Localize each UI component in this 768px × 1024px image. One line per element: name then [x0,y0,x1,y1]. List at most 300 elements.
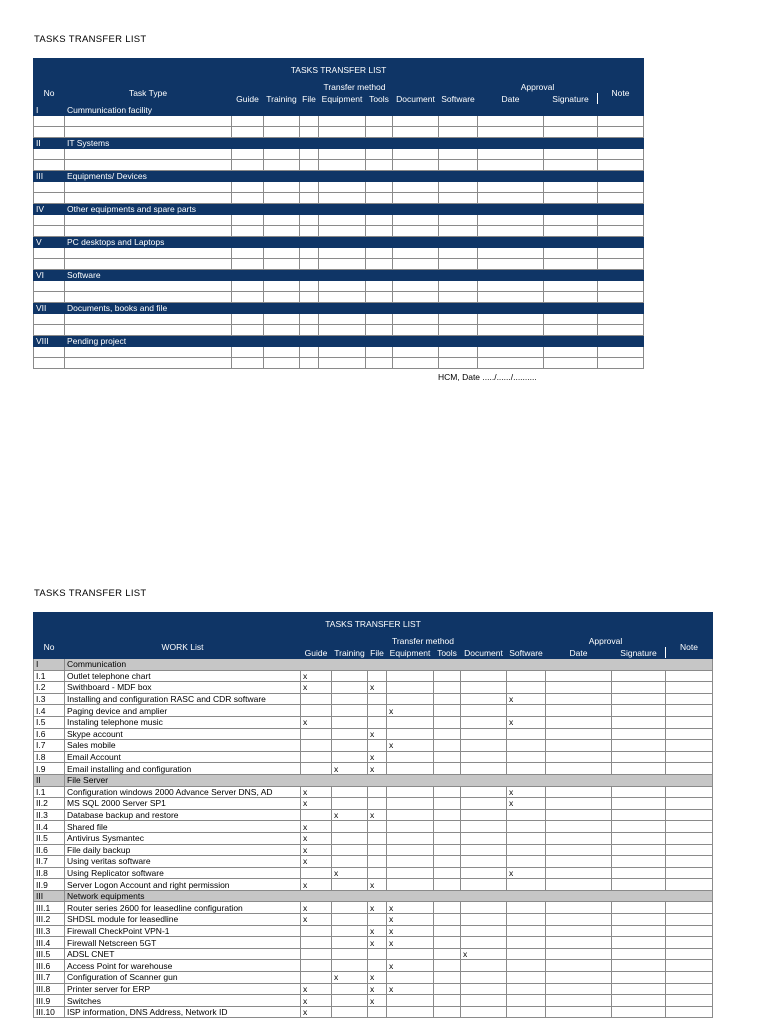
date-mark [546,844,612,856]
file-mark: x [368,682,387,694]
software-mark [507,960,546,972]
table-row [34,248,644,259]
table-cell [478,358,544,369]
col-header-training: Training [332,647,368,659]
table-cell [232,314,264,325]
col-header-training: Training [264,93,300,105]
table-cell [300,149,319,160]
table-cell [366,149,393,160]
table-cell [366,292,393,303]
table-row [34,821,713,833]
document-mark [461,751,507,763]
section-row [34,659,713,671]
training-mark [332,728,368,740]
table-cell [300,259,319,270]
section-row [34,237,644,248]
software-mark [507,682,546,694]
equipment-mark: x [387,902,434,914]
document-mark [461,670,507,682]
table-cell [544,259,598,270]
equipment-mark [387,879,434,891]
signature-mark [612,821,666,833]
file-mark: x [368,879,387,891]
guide-mark [301,740,332,752]
section-number: VII [34,303,65,314]
table-cell [264,259,300,270]
date-mark [546,914,612,926]
footer-date: HCM, Date ...../....../.......... [438,372,537,382]
file-mark: x [368,728,387,740]
table-cell [393,116,439,127]
note-mark [666,798,713,810]
note-mark [666,740,713,752]
col-header-document: Document [393,93,439,105]
signature-mark [612,832,666,844]
training-mark [332,937,368,949]
table-cell [393,314,439,325]
row-number: I.1 [34,670,65,682]
table-cell [478,259,544,270]
table-cell [439,358,478,369]
guide-mark: x [301,914,332,926]
table-cell [300,182,319,193]
section-number: II [34,138,65,149]
col-header-equipment: Equipment [387,647,434,659]
table-row [34,160,644,171]
training-mark [332,786,368,798]
guide-mark [301,925,332,937]
table-cell [478,314,544,325]
row-number: I.5 [34,716,65,728]
software-mark: x [507,867,546,879]
date-mark [546,728,612,740]
table-row [34,716,713,728]
guide-mark: x [301,832,332,844]
table-cell [300,358,319,369]
signature-mark [612,902,666,914]
signature-mark [612,798,666,810]
work-item: Email Account [65,751,301,763]
table-cell [598,248,644,259]
file-mark [368,705,387,717]
document-mark [461,821,507,833]
guide-mark [301,960,332,972]
document-mark [461,879,507,891]
table-cell [544,314,598,325]
signature-mark [612,914,666,926]
training-mark [332,925,368,937]
equipment-mark [387,844,434,856]
signature-mark [612,879,666,891]
date-mark [546,995,612,1007]
signature-mark [612,670,666,682]
table-cell [300,314,319,325]
table-cell [319,347,366,358]
table-cell [478,149,544,160]
signature-mark [612,867,666,879]
tools-mark [434,914,461,926]
work-item: Using Replicator software [65,867,301,879]
guide-mark: x [301,821,332,833]
table-row [34,693,713,705]
section-row [34,890,713,902]
note-mark [666,705,713,717]
note-mark [666,832,713,844]
signature-mark [612,705,666,717]
training-mark [332,995,368,1007]
software-mark [507,914,546,926]
section-row [34,270,644,281]
table-cell [319,182,366,193]
table-cell [232,127,264,138]
document-mark [461,856,507,868]
table-row [34,1006,713,1018]
table-row [34,844,713,856]
table-cell [34,281,65,292]
note-mark [666,786,713,798]
equipment-mark: x [387,914,434,926]
equipment-mark [387,832,434,844]
table-cell [393,149,439,160]
table-cell [478,325,544,336]
guide-mark: x [301,1006,332,1018]
table-cell [232,215,264,226]
file-mark: x [368,972,387,984]
section-row [34,303,644,314]
work-item: Switches [65,995,301,1007]
table-cell [300,347,319,358]
table-cell [393,127,439,138]
section-number: III [34,890,65,902]
note-mark [666,902,713,914]
date-mark [546,948,612,960]
document-mark [461,809,507,821]
date-mark [546,809,612,821]
table-cell [65,160,232,171]
training-mark [332,902,368,914]
table-cell [478,193,544,204]
table-row [34,879,713,891]
table-row [34,856,713,868]
tools-mark [434,716,461,728]
tasks-transfer-table-1 [33,58,644,369]
work-item: File daily backup [65,844,301,856]
work-item: Skype account [65,728,301,740]
table-cell [34,248,65,259]
table-cell [34,160,65,171]
table-row [34,832,713,844]
table-cell [598,215,644,226]
software-mark [507,751,546,763]
training-mark [332,798,368,810]
file-mark: x [368,763,387,775]
table-cell [439,292,478,303]
table-cell [319,358,366,369]
date-mark [546,856,612,868]
section-name: Communication [65,659,713,671]
work-item: ADSL CNET [65,948,301,960]
note-mark [666,716,713,728]
table-cell [232,292,264,303]
document-mark [461,716,507,728]
signature-mark [612,728,666,740]
table-cell [232,248,264,259]
tools-mark [434,832,461,844]
note-mark [666,983,713,995]
tools-mark [434,728,461,740]
work-item: Instaling telephone music [65,716,301,728]
table-row [34,740,713,752]
section-name: Documents, books and file [65,303,644,314]
tools-mark [434,670,461,682]
date-mark [546,902,612,914]
table-cell [478,281,544,292]
row-number: I.4 [34,705,65,717]
note-mark [666,960,713,972]
tools-mark [434,809,461,821]
equipment-mark [387,821,434,833]
document-mark [461,798,507,810]
col-header-note: Note [666,635,713,659]
table-cell [393,182,439,193]
signature-mark [612,983,666,995]
document-mark [461,937,507,949]
signature-mark [612,937,666,949]
table-row [34,751,713,763]
work-item: Installing and configuration RASC and CDR software [65,693,301,705]
table-cell [366,116,393,127]
table-cell [478,160,544,171]
row-number: III.4 [34,937,65,949]
training-mark [332,960,368,972]
col-header-task-type: Task Type [65,81,232,105]
file-mark [368,960,387,972]
table-cell [319,292,366,303]
date-mark [546,821,612,833]
file-mark [368,844,387,856]
col-header-document: Document [461,647,507,659]
table-cell [478,127,544,138]
table-row [34,281,644,292]
equipment-mark: x [387,937,434,949]
signature-mark [612,786,666,798]
table-2-body [34,659,713,1018]
note-mark [666,972,713,984]
col-header-equipment: Equipment [319,93,366,105]
work-item: Firewall Netscreen 5GT [65,937,301,949]
work-item: Access Point for warehouse [65,960,301,972]
date-mark [546,693,612,705]
table-cell [478,226,544,237]
document-mark [461,960,507,972]
section-name: Network equipments [65,890,713,902]
equipment-mark [387,786,434,798]
section-number: II [34,774,65,786]
software-mark: x [507,693,546,705]
tools-mark [434,937,461,949]
table-cell [232,182,264,193]
table-cell [366,259,393,270]
note-mark [666,728,713,740]
table-cell [319,160,366,171]
work-item: Outlet telephone chart [65,670,301,682]
page-title-2: TASKS TRANSFER LIST [34,588,147,599]
row-number: III.6 [34,960,65,972]
col-header-tools: Tools [366,93,393,105]
row-number: III.10 [34,1006,65,1018]
file-mark: x [368,983,387,995]
col-header-tools: Tools [434,647,461,659]
table-cell [65,248,232,259]
equipment-mark: x [387,983,434,995]
row-number: II.3 [34,809,65,821]
section-name: Pending project [65,336,644,347]
date-mark [546,832,612,844]
row-number: I.3 [34,693,65,705]
guide-mark: x [301,670,332,682]
table-cell [319,193,366,204]
table-cell [439,127,478,138]
col-header-signature: Signature [544,93,598,105]
software-mark [507,832,546,844]
document-mark [461,693,507,705]
tools-mark [434,1006,461,1018]
software-mark [507,763,546,775]
table-cell [544,325,598,336]
table-cell [300,325,319,336]
signature-mark [612,960,666,972]
software-mark [507,821,546,833]
equipment-mark: x [387,960,434,972]
table-row [34,215,644,226]
table-cell [264,281,300,292]
date-mark [546,798,612,810]
work-item: ISP information, DNS Address, Network ID [65,1006,301,1018]
date-mark [546,983,612,995]
table-cell [598,226,644,237]
equipment-mark [387,948,434,960]
date-mark [546,786,612,798]
table-cell [366,314,393,325]
table-cell [264,314,300,325]
table-cell [393,292,439,303]
software-mark [507,740,546,752]
document-mark [461,728,507,740]
table-row [34,705,713,717]
note-mark [666,751,713,763]
tools-mark [434,821,461,833]
table-cell [598,259,644,270]
training-mark [332,716,368,728]
table-cell [300,127,319,138]
table-row [34,127,644,138]
table-cell [319,325,366,336]
table-cell [319,281,366,292]
document-mark [461,844,507,856]
section-number: I [34,105,65,116]
equipment-mark [387,798,434,810]
table-cell [264,193,300,204]
table-row [34,995,713,1007]
col-header-file: File [368,647,387,659]
file-mark: x [368,925,387,937]
software-mark: x [507,798,546,810]
table-cell [34,347,65,358]
equipment-mark [387,856,434,868]
table-cell [598,149,644,160]
col-header-no: No [34,635,65,659]
signature-mark [612,716,666,728]
training-mark [332,682,368,694]
table-banner: TASKS TRANSFER LIST [34,613,713,635]
table-cell [366,347,393,358]
table-cell [34,226,65,237]
training-mark: x [332,972,368,984]
work-item: Sales mobile [65,740,301,752]
table-cell [34,127,65,138]
date-mark [546,867,612,879]
guide-mark: x [301,879,332,891]
section-number: VI [34,270,65,281]
note-mark [666,821,713,833]
table-cell [264,358,300,369]
file-mark [368,740,387,752]
table-cell [393,193,439,204]
guide-mark: x [301,844,332,856]
file-mark [368,832,387,844]
table-cell [65,149,232,160]
tools-mark [434,798,461,810]
training-mark [332,914,368,926]
guide-mark [301,728,332,740]
table-row [34,259,644,270]
table-row [34,786,713,798]
note-mark [666,937,713,949]
software-mark [507,995,546,1007]
guide-mark: x [301,902,332,914]
signature-mark [612,995,666,1007]
tools-mark [434,983,461,995]
signature-mark [612,1006,666,1018]
equipment-mark [387,1006,434,1018]
section-row [34,204,644,215]
training-mark [332,879,368,891]
tools-mark [434,856,461,868]
file-mark: x [368,995,387,1007]
table-cell [366,127,393,138]
software-mark [507,937,546,949]
work-item: Paging device and amplier [65,705,301,717]
file-mark [368,786,387,798]
table-cell [393,215,439,226]
table-cell [319,259,366,270]
signature-mark [612,948,666,960]
row-number: I.6 [34,728,65,740]
table-cell [598,347,644,358]
table-cell [65,325,232,336]
table-cell [34,358,65,369]
training-mark [332,821,368,833]
table-cell [34,116,65,127]
col-header-note: Note [598,81,644,105]
signature-mark [612,763,666,775]
guide-mark [301,693,332,705]
col-header-approval: Approval [478,81,598,93]
table-cell [65,259,232,270]
signature-mark [612,693,666,705]
table-cell [544,182,598,193]
note-mark [666,948,713,960]
